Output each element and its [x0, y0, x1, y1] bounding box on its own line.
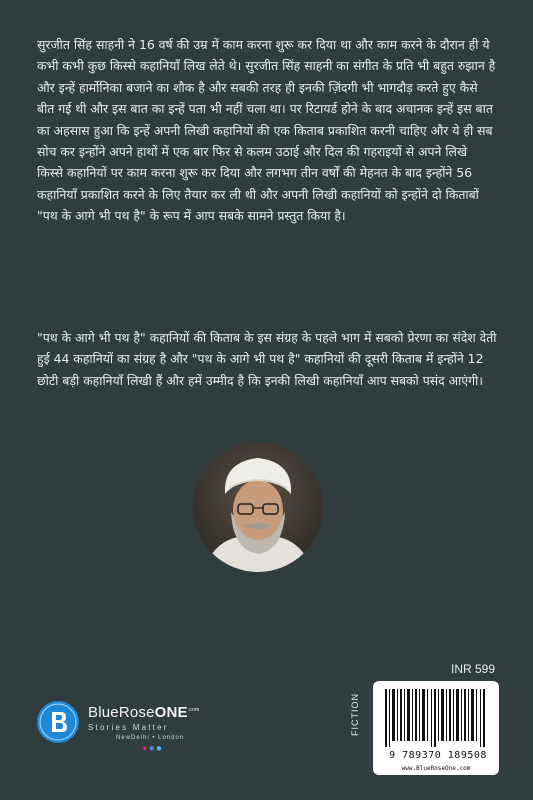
price-label: INR 599	[451, 662, 496, 676]
publisher-cities: NewDelhi • London	[116, 735, 185, 741]
author-bio-paragraph: सुरजीत सिंह साहनी ने 16 वर्ष की उम्र में काम करना शुरू कर दिया था और काम करने के दौरान ही ये कभी कभी कुछ किस्से कहानियाँ लिख लेते थे। सुरजीत सिंह साहनी का संगीत के प्रति भी बहुत रुझान है और इन्हें हार्मोनिका बजाने का शौक है और सबकी तरह ही इनकी ज़िंदगी भी भागदौड़ करते हुए कैसे बीत गई थी और इस बात का इन्हें पता भी नहीं चला था। पर रिटायर्ड होने के बाद अचानक इन्हें इस बात का अहसास हुआ कि इन्हें अपनी लिखी कहानियों की एक किताब प्रकाशित करनी चाहिए और ये ही सब सोच कर इन्होंने अपने हाथों में एक बार फिर से कलम उठाई और दिल की गहराइयों से अपने लिखे किस्से कहानियों पर काम करना शुरू कर दिया और लगभग तीन वर्षों की मेहनत के बाद इन्होंने 56 कहानियाँ प्रकाशित करने के लिए तैयार कर ली थी और अपनी लिखी कहानियों को इन्होंने दो किताबों "पथ के आगे भी पथ है" के रूप में आप सबके सामने प्रस्तुत किया है।	[37, 37, 496, 224]
genre-label: FICTION	[350, 693, 360, 737]
instagram-icon: ◉	[142, 745, 148, 752]
bluerose-logo-icon	[36, 700, 80, 744]
author-photo	[193, 442, 323, 572]
book-description-paragraph: "पथ के आगे भी पथ है" कहानियों की किताब के इस संग्रह के पहले भाग में सबको प्रेरणा का संदेश देती हुई 44 कहानियों का संग्रह है और "पथ के आगे भी पथ है" कहानियों की दूसरी किताब में इन्होंने 12 छोटी बड़ी कहानियाँ लिखी हैं और हमें उम्मीद है कि इनकी लिखी कहानियाँ आप सबको पसंद आएंगी।	[37, 330, 497, 388]
facebook-icon: ●	[149, 745, 155, 752]
isbn-number: 9 789370 189508	[389, 750, 487, 761]
publisher-website: www.BlueRoseOne.com	[401, 765, 471, 772]
publisher-tagline: Stories Matter	[88, 723, 169, 732]
publisher-name-com: .com	[187, 707, 200, 713]
publisher-name-bluerose: BlueRose	[88, 704, 155, 721]
social-icons	[142, 745, 162, 752]
publisher-name	[88, 704, 199, 721]
author-portrait-image	[193, 442, 323, 572]
twitter-icon: ●	[156, 745, 162, 752]
publisher-name-one: ONE	[154, 704, 188, 721]
